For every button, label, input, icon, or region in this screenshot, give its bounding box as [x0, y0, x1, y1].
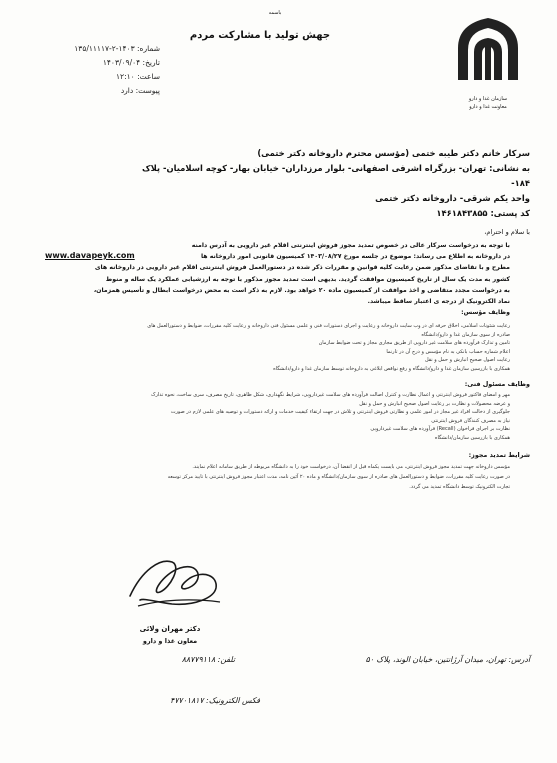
signatory-title: معاون غذا و دارو	[142, 637, 198, 645]
recipient-address-1: به نشانی: تهران- بزرگراه اشرفی اصفهانی- بلوار مرزداران- خیابان بهار- کوچه اسلامیان- پلاک ۱۸۴-	[142, 163, 530, 188]
body-line: با توجه به درخواست سرکار عالی در خصوص تمدید مجوز فروش اینترنتی اقلام غیر دارویی به آدرس دامنه	[191, 242, 510, 249]
founder-duties-list	[90, 322, 510, 374]
org-subtitle: معاونت غذا و دارو	[469, 104, 507, 110]
ministry-logo	[448, 10, 528, 96]
list-item: و عرضه محصولات و نظارت بر رعایت اصول صحیح انبارش و حمل و نقل	[359, 400, 510, 407]
body-line: در داروخانه به اطلاع می رساند: موضوع در جلسه مورخ ۱۴۰۳/۰۸/۲۷ کمیسیون قانونی امور داروخانه ها	[200, 253, 510, 261]
footer-fax: فکس الکترونیک: ۴۷۷۰۱۸۱۷	[170, 696, 260, 705]
signatory-name: دکتر مهران ولائی	[139, 625, 201, 633]
conditions-title: شرایط تمدید مجوز:	[468, 451, 530, 459]
list-item: همکاری با بازرسین سازمان/دانشگاه	[434, 434, 510, 441]
body-line: کشور به مدت یک سال از تاریخ کمیسیون موافقت گردید. بدیهی است تمدید مجوز مذکور با توجه به ارزشیابی عملکرد یک ساله و منوط	[105, 275, 510, 283]
list-item: در صورت رعایت کلیه مقررات، ضوابط و دستورالعمل های صادره از سوی سازمان/دانشگاه و ماده ۲۰ آئین نامه، مدت اعتبار مجوز فروش اینترنتی با تایید مرکز توسعه	[167, 474, 510, 480]
recipient-postal-code: کد پستی: ۱۴۶۱۸۴۳۸۵۵	[436, 208, 530, 218]
letter-meta	[30, 42, 160, 98]
tech-duties-list	[90, 391, 510, 443]
letter-time: ساعت: ۱۲:۱۰	[116, 72, 160, 81]
letter-date: تاریخ: ۱۴۰۳/۰۹/۰۴	[102, 58, 160, 67]
letter-attachment: پیوست: دارد	[120, 86, 160, 95]
list-item: مهر و امضای فاکتور فروش اینترنتی و اعمال نظارت و کنترل اصالت فرآورده های سلامت غیردارویی، شرایط نگهداری، شکل ظاهری، تاریخ مصرف، سری ساخت، نحوه تدارک	[150, 392, 510, 398]
list-item: رعایت شئونات اسلامی، اخلاق حرفه ای در وب سایت داروخانه و رعایت و اجرای دستورات فنی و علمی مسئول فنی داروخانه و رعایت کلیه مقررات، ضوابط و دستورالعمل های	[147, 323, 510, 329]
conditions-list	[90, 462, 510, 492]
domain-link[interactable]: www.davapeyk.com	[45, 251, 135, 260]
list-item: همکاری با بازرسین سازمان غذا و دارو/دانشگاه و رفع نواقص ابلاغی به داروخانه توسط سازمان غذا و دارو/دانشگاه	[273, 365, 510, 372]
list-item: اعلام شماره حساب بانکی به نام مؤسس و درج آن در تارنما	[386, 348, 510, 355]
list-item: تامین و تدارک فرآورده های سلامت غیر دارویی از طریق مجاری مجاز و تحت ضوابط سازمان	[318, 340, 510, 347]
recipient-address-2: واحد یکم شرقی- داروخانه دکتر ختمی	[375, 193, 530, 203]
recipient-block	[140, 146, 530, 221]
list-item: نیاز به مصرف کنندگان فروش اینترنتی	[431, 417, 510, 424]
body-line: به درخواست مجدد متقاضی و اخذ موافقت از کمیسیون ماده ۲۰ خواهد بود. لازم به ذکر است به محض درخواست ابطال و تأسیس همزمان،	[93, 286, 510, 294]
handwritten-signature	[120, 548, 230, 618]
founder-duties-title: وظایف مؤسس:	[461, 309, 510, 317]
list-item: صادره از سوی سازمان غذا و دارو/دانشگاه	[421, 331, 510, 338]
list-item: نظارت بر اجرای فراخوان (Recall) فرآورده های سلامت غیردارویی	[370, 426, 510, 433]
body-line: مطرح و با تقاضای مذکور ضمن رعایت کلیه قوانین و مقررات ذکر شده در دستورالعمل فروش اینترنتی اقلام غیر دارویی در داروخانه های	[94, 264, 510, 272]
footer-phone: تلفن: ۸۸۷۷۹۱۱۸	[181, 655, 235, 664]
basmala: باسمه	[268, 10, 282, 16]
org-name: سازمان غذا و دارو	[468, 96, 508, 102]
letter-motto: جهش تولید با مشارکت مردم	[189, 30, 331, 41]
letter-number: شماره: ۱۴۰۳-۲-۱۳۵/۱۱۱۱۷	[74, 44, 160, 53]
tech-duties-title: وظایف مسئول فنی:	[464, 380, 530, 388]
list-item: مؤسس داروخانه جهت تمدید مجوز فروش اینترنتی، می بایست یکماه قبل از انقضا آن، درخواست خود را به دانشگاه مربوطه از طریق سامانه اعلام نمایند.	[192, 464, 510, 470]
body-line: نماد الکترونیک از درجه ی اعتبار ساقط میباشد.	[367, 298, 510, 306]
footer-address: آدرس: تهران، میدان آرژانتین، خیابان الوند، پلاک ۵۰	[365, 655, 530, 664]
recipient-name: سرکار خانم دکتر طیبه ختمی (مؤسس محترم داروخانه دکتر ختمی)	[257, 148, 530, 158]
list-item: تجارت الکترونیک توسط دانشگاه تمدید می گردد.	[409, 484, 510, 490]
list-item: جلوگیری از دخالت افراد غیر مجاز در امور علمی و نظارتی فروش اینترنتی و تلاش در جهت ارتقاء کیفیت خدمات و ارائه دستورات و توصیه های علمی لازم در صورت	[170, 409, 510, 416]
greeting: با سلام و احترام،	[484, 228, 530, 236]
list-item: رعایت اصول صحیح انبارش و حمل و نقل	[424, 357, 510, 364]
